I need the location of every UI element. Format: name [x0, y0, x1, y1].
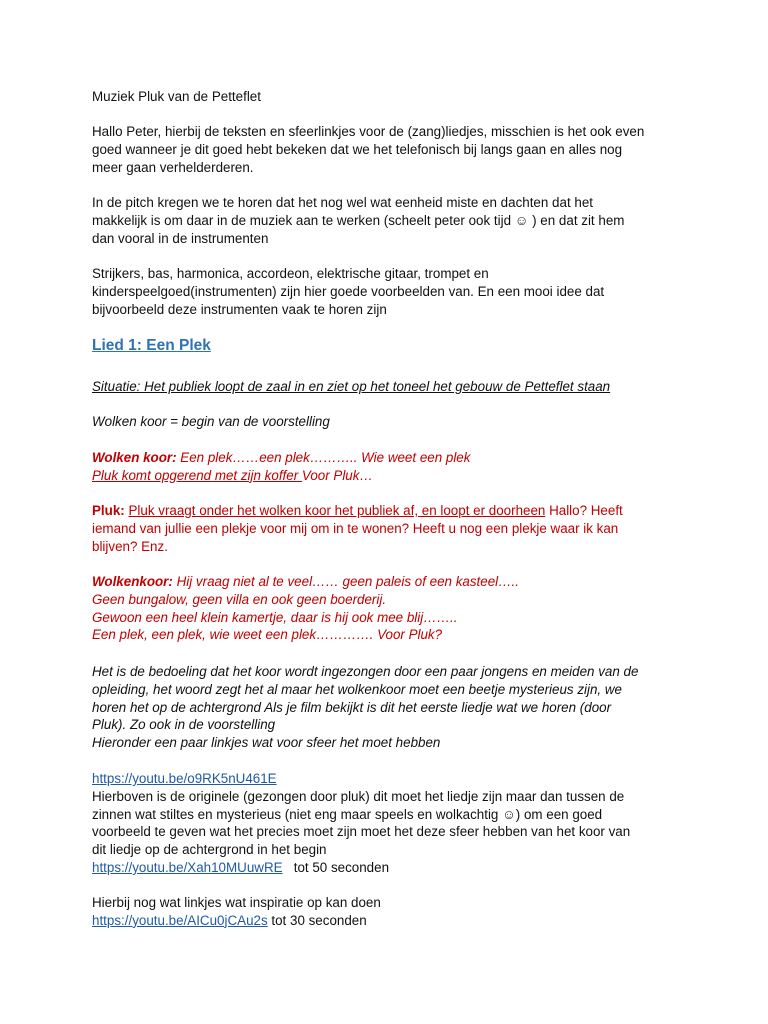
link3-suffix: tot 30 seconden — [267, 912, 367, 928]
document-title — [92, 88, 682, 106]
verse-line: Gewoon een heel klein kamertje, daar is hij ook mee blij…….. — [92, 609, 458, 625]
youtube-link-3[interactable]: https://youtu.be/AICu0jCAu2s — [92, 912, 268, 928]
song-heading-text: Lied 1: Een Plek — [92, 337, 211, 354]
speaker-label: Wolkenkoor: — [92, 574, 173, 589]
inspiration-section — [92, 894, 682, 930]
situation-line — [92, 378, 682, 396]
verse-line: iemand van jullie een plekje voor mij om in te wonen? Heeft u nog een plekje waar ik kan — [92, 520, 619, 536]
lyric-text: Een plek……een plek……….. Wie weet een plek — [176, 450, 471, 465]
verse-cloud-choir-2 — [92, 573, 682, 644]
verse-pluk — [92, 502, 682, 555]
instruments-line: bijvoorbeeld deze instrumenten vaak te horen zijn — [92, 301, 387, 317]
explanation-line: Hieronder een paar linkjes wat voor sfeer het moet hebben — [92, 735, 441, 751]
cloud-choir-note — [92, 413, 682, 431]
instruments-paragraph — [92, 265, 682, 318]
speaker-label: Wolken koor: — [92, 450, 177, 465]
link2-suffix: tot 50 seconden — [282, 859, 390, 875]
document-title-text: Muziek Pluk van de Petteflet — [92, 89, 261, 104]
verse-line: Een plek, een plek, wie weet een plek…………. Voor Pluk? — [92, 627, 443, 643]
intro-line: meer gaan verhelderderen. — [92, 159, 254, 175]
link3-row — [92, 912, 682, 930]
lyric-text: Hij vraag niet al te veel…… geen paleis of een kasteel….. — [172, 574, 519, 589]
verse-line: Geen bungalow, geen villa en ook geen boerderij. — [92, 591, 387, 607]
instruments-line: kinderspeelgoed(instrumenten) zijn hier goede voorbeelden van. En een mooi idee dat — [92, 283, 605, 299]
link1-section — [92, 770, 682, 877]
cloud-choir-note-text: Wolken koor = begin van de voorstelling — [92, 414, 330, 429]
intro-paragraph — [92, 123, 682, 176]
explanation-line: Pluk). Zo ook in de voorstelling — [92, 717, 276, 733]
explanation-line: horen het op de achtergrond Als je film bekijkt is dit het eerste liedje wat we horen (door — [92, 699, 612, 715]
pitch-paragraph — [92, 194, 682, 247]
verse-line — [92, 467, 682, 485]
link2-row — [92, 859, 682, 877]
link1-desc-line: dit liedje op de achtergrond in het begin — [92, 842, 327, 858]
intro-line: Hallo Peter, hierbij de teksten en sfeerlinkjes voor de (zang)liedjes, misschien is het ook even — [92, 124, 645, 139]
link1-row — [92, 770, 682, 788]
lyric-text: Voor Pluk… — [301, 467, 373, 483]
song-heading — [92, 337, 682, 355]
explanation-line: opleiding, het woord zegt het al maar het wolkenkoor moet een beetje mysterieus zijn, we — [92, 681, 622, 697]
verse-line — [92, 449, 682, 467]
explanation-paragraph — [92, 663, 682, 752]
stage-direction: Pluk vraagt onder het wolken koor het publiek af, en loopt er doorheen — [128, 503, 546, 518]
youtube-link-2[interactable]: https://youtu.be/Xah10MUuwRE — [92, 859, 283, 875]
youtube-link-1[interactable]: https://youtu.be/o9RK5nU461E — [92, 771, 277, 786]
link1-desc-line: zinnen wat stiltes en mysterieus (niet eng maar speels en wolkachtig ☺) om een goed — [92, 806, 603, 822]
pitch-line: dan vooral in de instrumenten — [92, 230, 269, 246]
instruments-line: Strijkers, bas, harmonica, accordeon, elektrische gitaar, trompet en — [92, 266, 489, 281]
stage-direction: Pluk komt opgerend met zijn koffer — [92, 467, 302, 483]
explanation-line: Het is de bedoeling dat het koor wordt ingezongen door een paar jongens en meiden van de — [92, 664, 639, 679]
pitch-line: In de pitch kregen we te horen dat het nog wel wat eenheid miste en dachten dat het — [92, 195, 593, 210]
verse-line — [92, 573, 682, 591]
speaker-label: Pluk: — [92, 503, 125, 518]
verse-cloud-choir-1 — [92, 449, 682, 485]
lyric-text: Hallo? Heeft — [545, 503, 623, 518]
pitch-line: makkelijk is om daar in de muziek aan te werken (scheelt peter ook tijd ☺ ) en dat zit hem — [92, 212, 625, 228]
verse-line: blijven? Enz. — [92, 538, 168, 554]
inspiration-text: Hierbij nog wat linkjes wat inspiratie op kan doen — [92, 895, 381, 910]
link1-desc-line: voorbeeld te geven wat het precies moet zijn moet het deze sfeer hebben van het koor van — [92, 824, 631, 840]
verse-line — [92, 502, 682, 520]
link1-desc-line: Hierboven is de originele (gezongen door pluk) dit moet het liedje zijn maar dan tussen de — [92, 788, 625, 804]
situation-text: Situatie: Het publiek loopt de zaal in en ziet op het toneel het gebouw de Petteflet staan — [92, 379, 611, 394]
intro-line: goed wanneer je dit goed hebt bekeken dat we het telefonisch bij langs gaan en alles nog — [92, 141, 623, 157]
